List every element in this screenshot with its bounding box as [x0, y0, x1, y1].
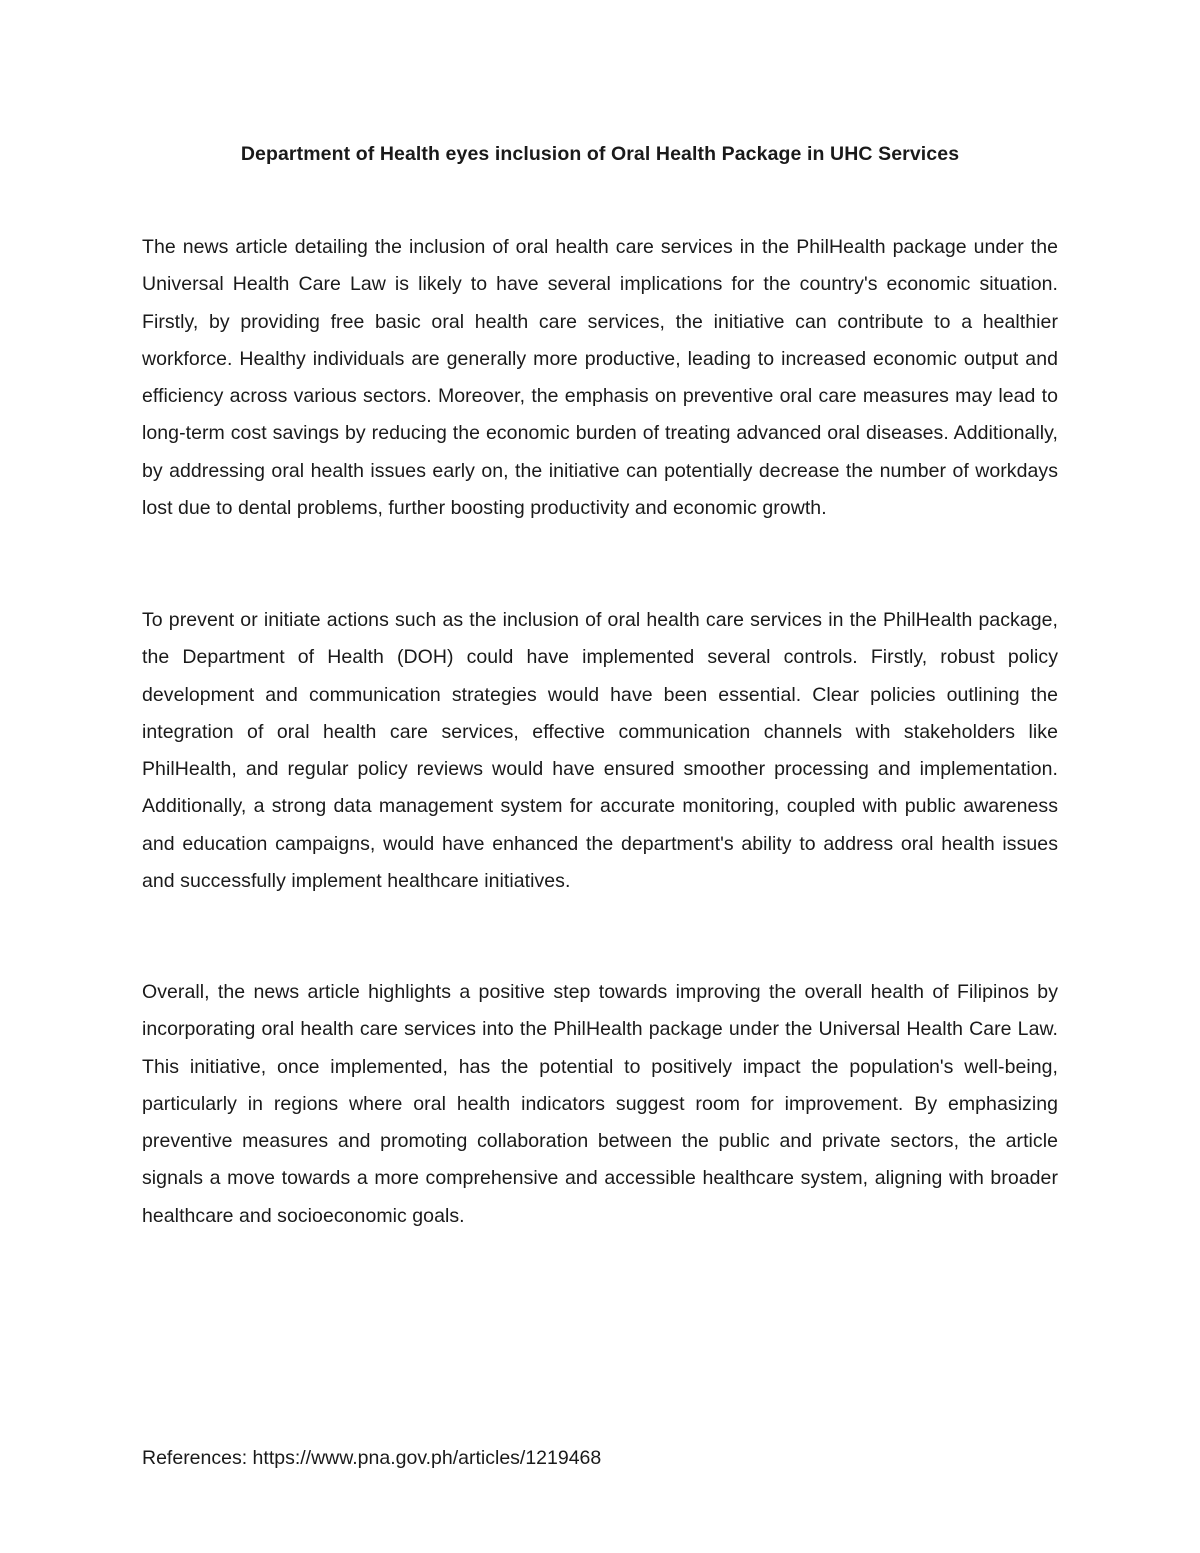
references-line: References: https://www.pna.gov.ph/articles/1219468 [142, 1447, 602, 1469]
paragraph-economic-implications: The news article detailing the inclusion of oral health care services in the PhilHealth package under the Universal Health Care Law is likely to have several implications for the country's economic situation. Firstly, by providing free basic oral health care services, the initiative can contribute to a healthier workforce. Healthy individuals are generally more productive, leading to increased economic output and efficiency across various sectors. Moreover, the emphasis on preventive oral care measures may lead to long-term cost savings by reducing the economic burden of treating advanced oral diseases. Additionally, by addressing oral health issues early on, the initiative can potentially decrease the number of workdays lost due to dental problems, further boosting productivity and economic growth. [142, 236, 1058, 520]
paragraph-doh-controls: To prevent or initiate actions such as the inclusion of oral health care services in the PhilHealth package, the Department of Health (DOH) could have implemented several controls. Firstly, robust policy development and communication strategies would have been essential. Clear policies outlining the integration of oral health care services, effective communication channels with stakeholders like PhilHealth, and regular policy reviews would have ensured smoother processing and implementation. Additionally, a strong data management system for accurate monitoring, coupled with public awareness and education campaigns, would have enhanced the department's ability to address oral health issues and successfully implement healthcare initiatives. [142, 609, 1058, 893]
document-title: Department of Health eyes inclusion of Oral Health Package in UHC Services [240, 143, 960, 165]
paragraph-overall-summary: Overall, the news article highlights a positive step towards improving the overall health of Filipinos by incorporating oral health care services into the PhilHealth package under the Universal Health Care Law. This initiative, once implemented, has the potential to positively impact the population's well-being, particularly in regions where oral health indicators suggest room for improvement. By emphasizing preventive measures and promoting collaboration between the public and private sectors, the article signals a move towards a more comprehensive and accessible healthcare system, aligning with broader healthcare and socioeconomic goals. [142, 981, 1058, 1227]
